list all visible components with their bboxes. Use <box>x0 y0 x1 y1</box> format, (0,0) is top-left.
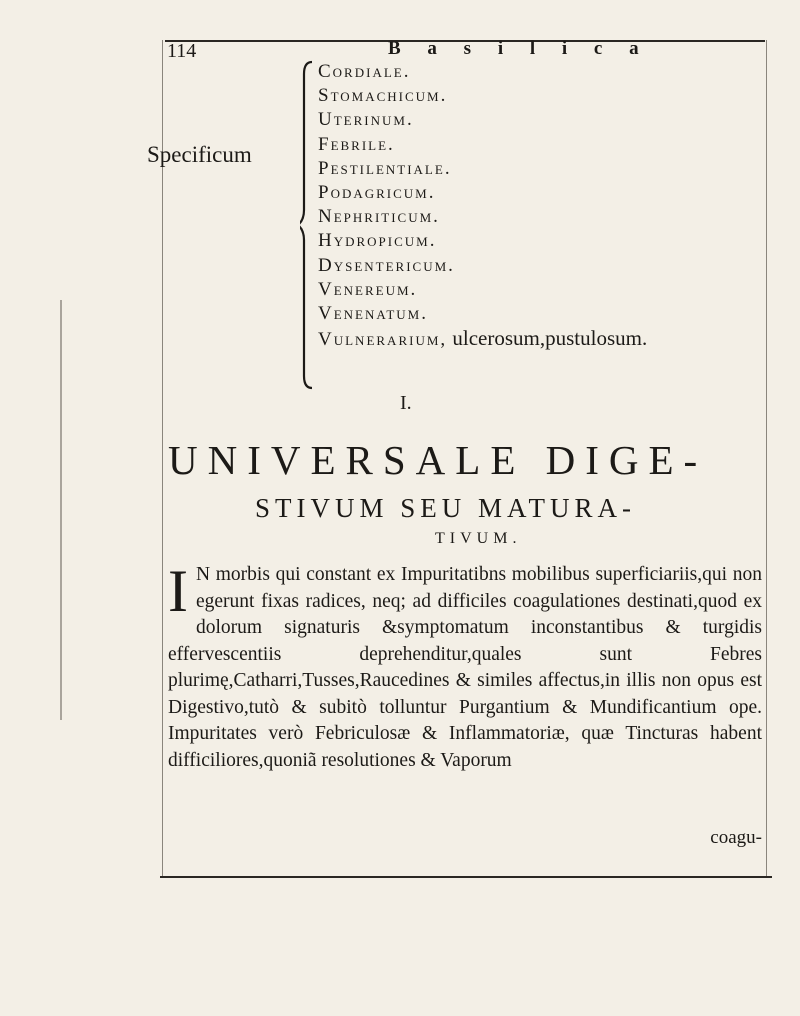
binding-edge <box>60 300 62 720</box>
list-item: Uterinum. <box>318 109 414 131</box>
curly-brace-icon <box>300 60 314 390</box>
list-item: Cordiale. <box>318 61 411 82</box>
list-item: Nephriticum. <box>318 206 440 228</box>
list-item: Stomachicum. <box>318 85 448 107</box>
list-item: Hydropicum. <box>318 230 437 252</box>
list-item: Febrile. <box>318 133 395 155</box>
list-item: Podagricum. <box>318 181 436 203</box>
drop-cap: I <box>168 558 188 624</box>
list-item: Venenatum. <box>318 302 428 324</box>
list-item: Vulnerarium, ulcerosum,pustulosum. <box>318 326 648 351</box>
list-label: Specificum <box>147 142 252 167</box>
section-subheading-end: TIVUM. <box>435 530 522 547</box>
running-title: B a s i l i c a <box>388 38 650 59</box>
list-item-tail: ulcerosum,pustulosum. <box>447 326 648 351</box>
catchword: coagu- <box>710 827 762 848</box>
section-heading: UNIVERSALE DIGE- <box>168 437 708 483</box>
remedy-list <box>318 60 647 350</box>
section-subheading: STIVUM SEU MATURA- <box>255 493 637 523</box>
paragraph-text: N morbis qui constant ex Impuritatibns mobilibus superficiariis,qui non egerunt fixas radices, neq; ad difficiles coagulationes destinati,quod ex dolorum signaturis &symptomatum inconstantibus & turgidis effervescentiis deprehenditur,quales sunt Febres plurimę,Catharri,Tusses,Raucedines & similes affectus,in illis non opus est Digestivo,tutò & subitò tolluntur Purgantium & Mundificantium ope. Impuritates verò Febriculosæ & Inflammatoriæ, quæ Tincturas habent difficiliores,quoniã resolutiones & Vaporum <box>168 564 762 771</box>
page-number: 114 <box>167 40 197 62</box>
body-paragraph <box>168 558 762 774</box>
list-item: Pestilentiale. <box>318 157 452 179</box>
list-item: Venereum. <box>318 278 418 300</box>
bottom-rule <box>160 876 772 878</box>
section-number: I. <box>400 392 412 414</box>
list-item: Dysentericum. <box>318 254 455 276</box>
page-frame-right <box>766 40 767 876</box>
